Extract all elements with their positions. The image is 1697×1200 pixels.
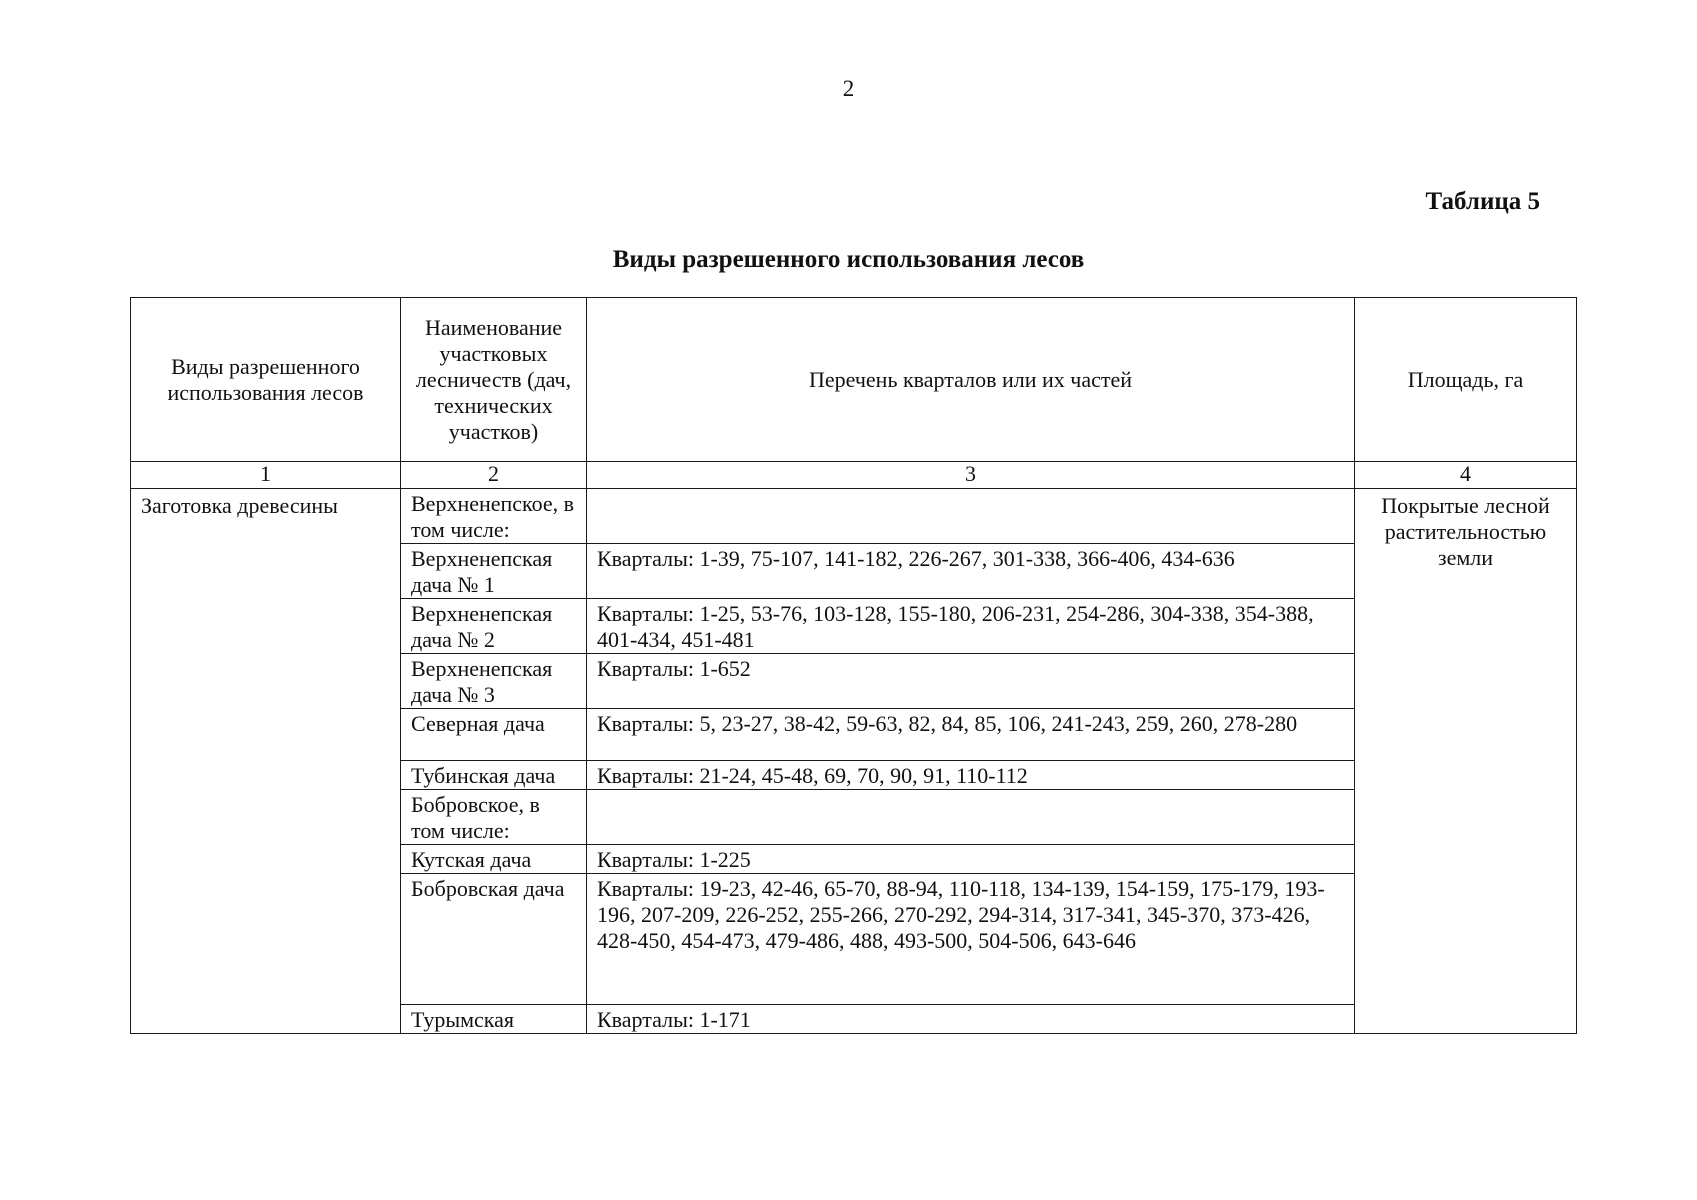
quarters-cell: Кварталы: 21-24, 45-48, 69, 70, 90, 91, 110-112	[587, 761, 1355, 790]
forestry-name-cell: Тубинская дача	[401, 761, 587, 790]
header-area: Площадь, га	[1355, 298, 1577, 462]
table-label: Таблица 5	[1425, 188, 1540, 215]
column-number-row	[131, 462, 1577, 489]
area-cell: Покрытые лесной растительностью земли	[1355, 489, 1577, 1034]
page-number: 2	[842, 76, 855, 101]
forestry-name-cell: Бобровская дача	[401, 874, 587, 1005]
forestry-name-cell: Кутская дача	[401, 845, 587, 874]
forestry-name-cell: Северная дача	[401, 709, 587, 761]
quarters-cell: Кварталы: 19-23, 42-46, 65-70, 88-94, 110-118, 134-139, 154-159, 175-179, 193-196, 207-209, 226-252, 255-266, 270-292, 294-314, 317-341, 345-370, 373-426, 428-450, 454-473, 479-486, 488, 493-500, 504-506, 643-646	[587, 874, 1355, 1005]
quarters-cell: Кварталы: 1-652	[587, 654, 1355, 709]
header-use-type: Виды разрешенного использования лесов	[131, 298, 401, 462]
quarters-cell: Кварталы: 1-171	[587, 1005, 1355, 1034]
quarters-cell	[587, 790, 1355, 845]
column-number: 4	[1355, 462, 1577, 489]
forestry-name-cell: Бобровское, в том числе:	[401, 790, 587, 845]
quarters-cell: Кварталы: 1-39, 75-107, 141-182, 226-267, 301-338, 366-406, 434-636	[587, 544, 1355, 599]
quarters-cell	[587, 489, 1355, 544]
document-title: Виды разрешенного использования лесов	[612, 246, 1085, 273]
forestry-name-cell: Турымская	[401, 1005, 587, 1034]
forestry-name-cell: Верхненепская дача № 2	[401, 599, 587, 654]
header-forestry-name: Наименование участковых лесничеств (дач, технических участков)	[401, 298, 587, 462]
use-type-cell: Заготовка древесины	[131, 489, 401, 1034]
forestry-name-cell: Верхненепское, в том числе:	[401, 489, 587, 544]
column-number: 2	[401, 462, 587, 489]
forest-use-table	[130, 297, 1577, 1034]
table-row	[131, 489, 1577, 544]
table-header-row	[131, 298, 1577, 462]
quarters-cell: Кварталы: 1-225	[587, 845, 1355, 874]
quarters-cell: Кварталы: 5, 23-27, 38-42, 59-63, 82, 84, 85, 106, 241-243, 259, 260, 278-280	[587, 709, 1355, 761]
forestry-name-cell: Верхненепская дача № 3	[401, 654, 587, 709]
column-number: 1	[131, 462, 401, 489]
column-number: 3	[587, 462, 1355, 489]
quarters-cell: Кварталы: 1-25, 53-76, 103-128, 155-180, 206-231, 254-286, 304-338, 354-388, 401-434, 451-481	[587, 599, 1355, 654]
forestry-name-cell: Верхненепская дача № 1	[401, 544, 587, 599]
header-quarters: Перечень кварталов или их частей	[587, 298, 1355, 462]
